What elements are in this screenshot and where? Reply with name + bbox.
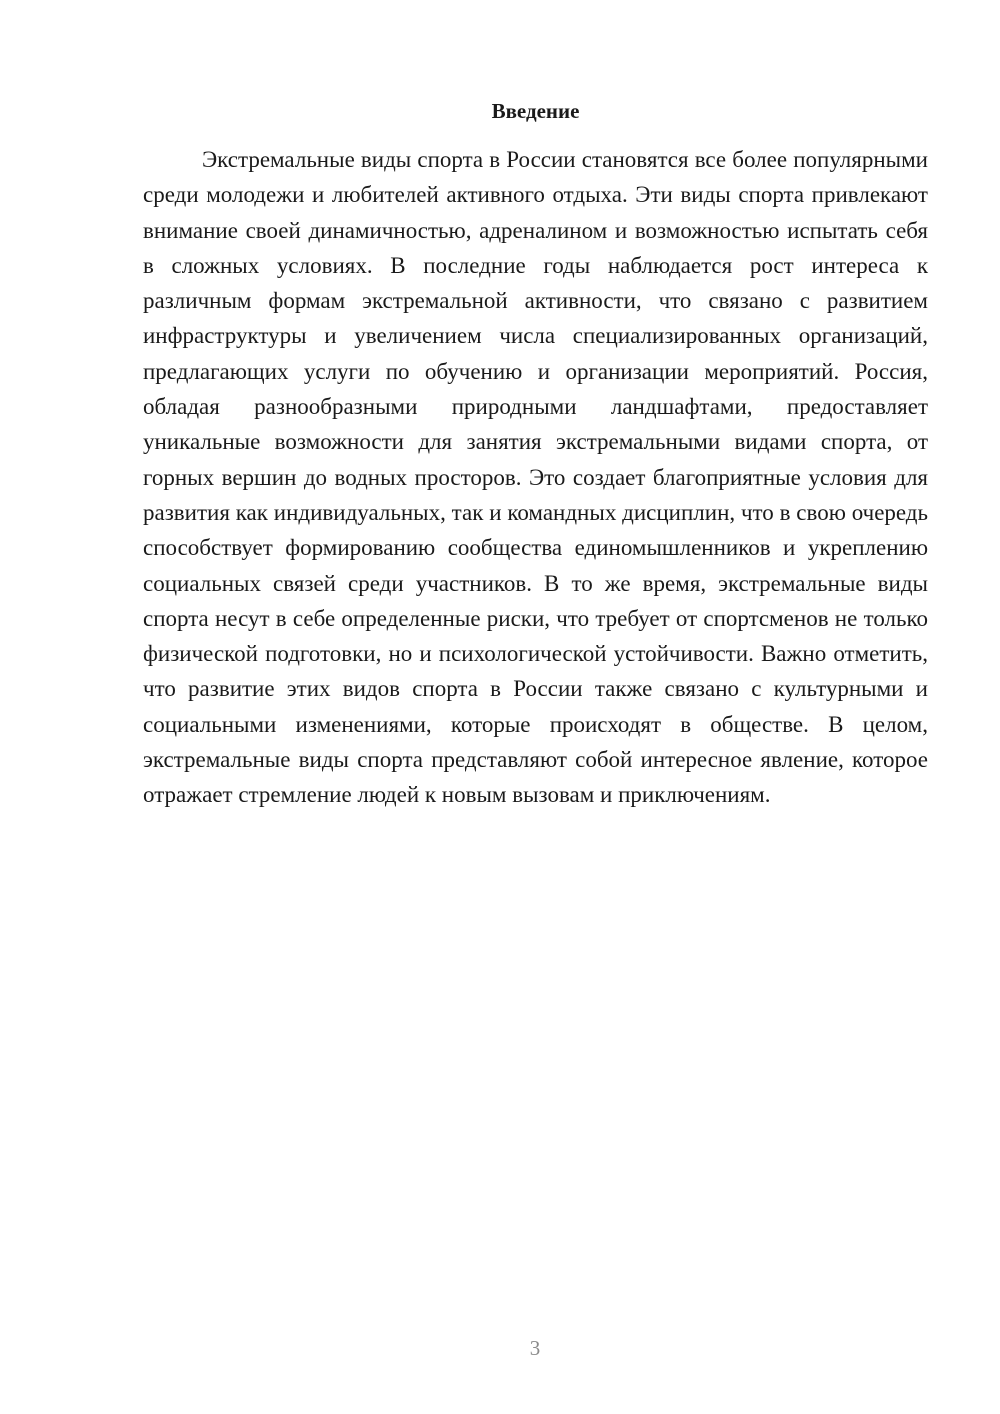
page-number: 3: [529, 1336, 541, 1360]
section-title: Введение: [491, 99, 580, 123]
body-paragraph: Экстремальные виды спорта в России становятся все более популярными среди молодежи и любителей активного отдыха. Эти виды спорта привлекают внимание своей динамичностью, адреналином и возможностью испытать себя в сложных условиях. В последние годы наблюдается рост интереса к различным формам экстремальной активности, что связано с развитием инфраструктуры и увеличением числа специализированных организаций, предлагающих услуги по обучению и организации мероприятий. Россия, обладая разнообразными природными ландшафтами, предоставляет уникальные возможности для занятия экстремальными видами спорта, от горных вершин до водных просторов. Это создает благоприятные условия для развития как индивидуальных, так и командных дисциплин, что в свою очередь способствует формированию сообщества единомышленников и укреплению социальных связей среди участников. В то же время, экстремальные виды спорта несут в себе определенные риски, что требует от спортсменов не только физической подготовки, но и психологической устойчивости. Важно отметить, что развитие этих видов спорта в России также связано с культурными и социальными изменениями, которые происходят в обществе. В целом, экстремальные виды спорта представляют собой интересное явление, которое отражает стремление людей к новым вызовам и приключениям.: [143, 147, 928, 808]
